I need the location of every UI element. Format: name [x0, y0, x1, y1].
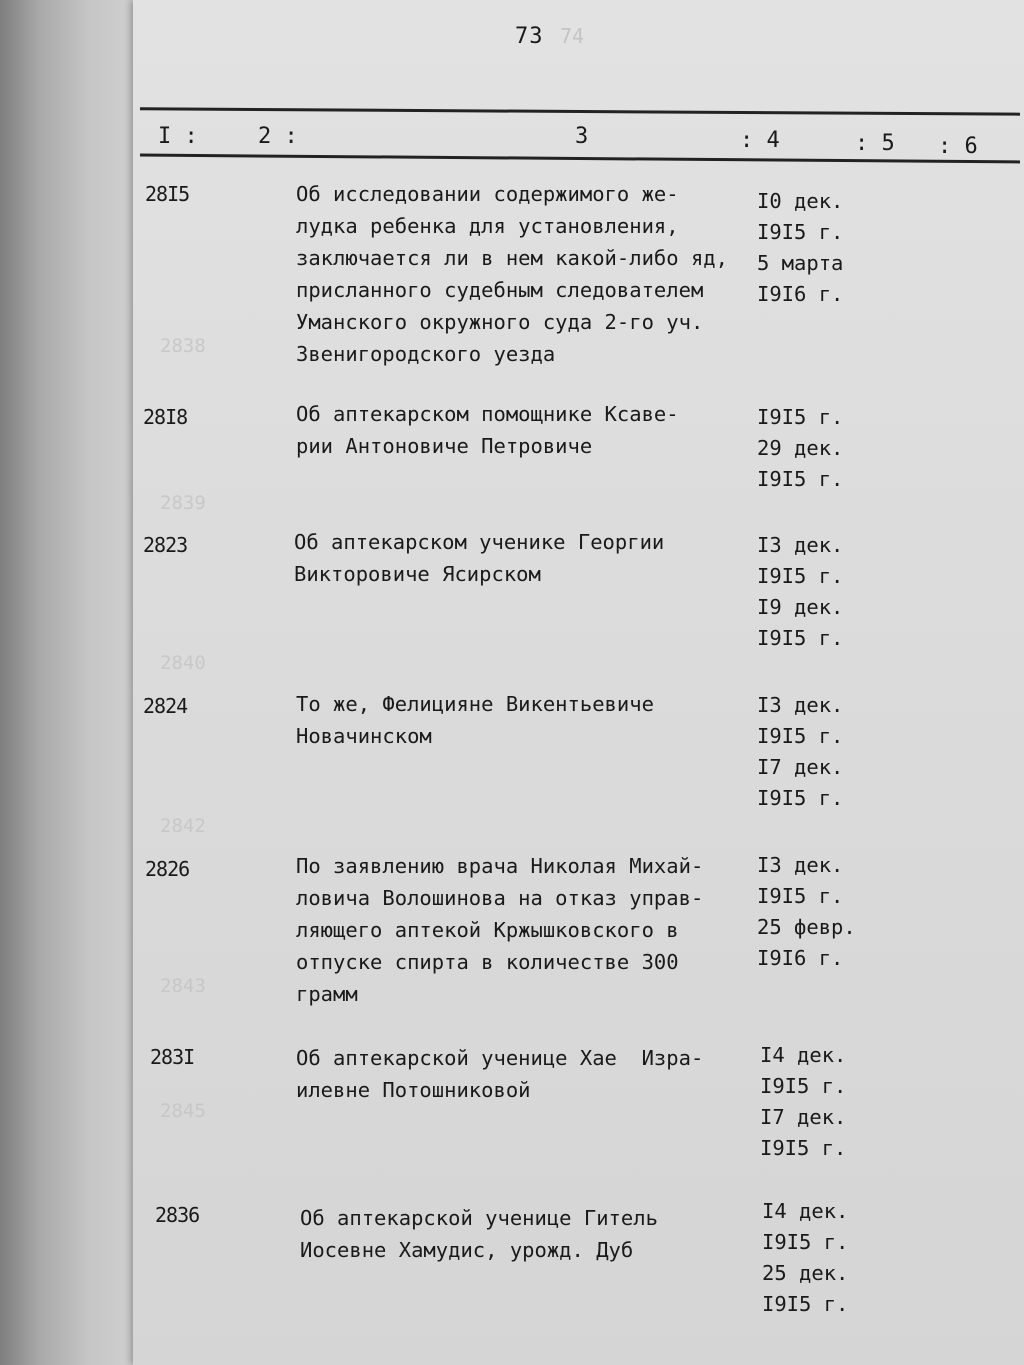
entry-title: Об аптекарском помощнике Ксаве- рии Антоновиче Петровиче: [296, 402, 679, 458]
bleed-through-text: 2843: [160, 975, 206, 997]
column-header-2: 2 :: [258, 124, 298, 149]
entry-title: Об аптекарской ученице Гитель Иосевне Хамудис, урожд. Дуб: [300, 1206, 658, 1262]
book-spine: [0, 0, 133, 1365]
entry-dates: I3 дек. I9I5 г. I7 дек. I9I5 г.: [757, 693, 844, 810]
entry-title: Об аптекарской ученице Хае Изра- илевне Потошниковой: [296, 1046, 704, 1102]
bleed-through-text: 2842: [160, 815, 206, 837]
bleed-through-text: 2839: [160, 492, 206, 514]
entry-number: 28I5: [145, 182, 190, 206]
entry-number: 2824: [143, 694, 188, 718]
entry-title: Об аптекарском ученике Георгии Викторовиче Ясирском: [294, 530, 665, 586]
column-header-5: : 5: [855, 131, 895, 156]
entry-dates: I9I5 г. 29 дек. I9I5 г.: [757, 405, 844, 491]
page-number-bleed: 74: [560, 24, 585, 48]
column-header-3: 3: [575, 124, 589, 149]
column-header-4: : 4: [740, 128, 780, 153]
entry-number: 2836: [155, 1203, 200, 1227]
entry-number: 2823: [143, 533, 188, 557]
column-header-1: I :: [158, 124, 198, 149]
bleed-through-text: 2840: [160, 652, 206, 674]
bleed-through-text: 2845: [160, 1100, 206, 1122]
entry-title: По заявлению врача Николая Михай- ловича Волошинова на отказ управ- ляющего аптекой Кржышковского в отпуске спирта в количестве 300 грамм: [296, 854, 704, 1006]
entry-number: 283I: [150, 1045, 195, 1069]
entry-dates: I3 дек. I9I5 г. I9 дек. I9I5 г.: [757, 533, 844, 650]
entry-title: То же, Фелицияне Викентьевиче Новачинском: [296, 692, 654, 748]
entry-title: Об исследовании содержимого же- лудка ребенка для установления, заключается ли в нем какой-либо яд, присланного судебным следователем Уманского окружного суда 2-го уч. Звенигородского уезда: [296, 182, 728, 366]
page-number: 73: [515, 24, 544, 49]
entry-dates: I3 дек. I9I5 г. 25 февр. I9I6 г.: [757, 853, 856, 970]
bleed-through-text: 2838: [160, 335, 206, 357]
entry-dates: I0 дек. I9I5 г. 5 марта I9I6 г.: [757, 189, 844, 306]
entry-number: 28I8: [143, 405, 188, 429]
column-header-6: : 6: [938, 134, 978, 159]
entry-dates: I4 дек. I9I5 г. I7 дек. I9I5 г.: [760, 1043, 847, 1160]
entry-dates: I4 дек. I9I5 г. 25 дек. I9I5 г.: [762, 1199, 849, 1316]
entry-number: 2826: [145, 857, 190, 881]
